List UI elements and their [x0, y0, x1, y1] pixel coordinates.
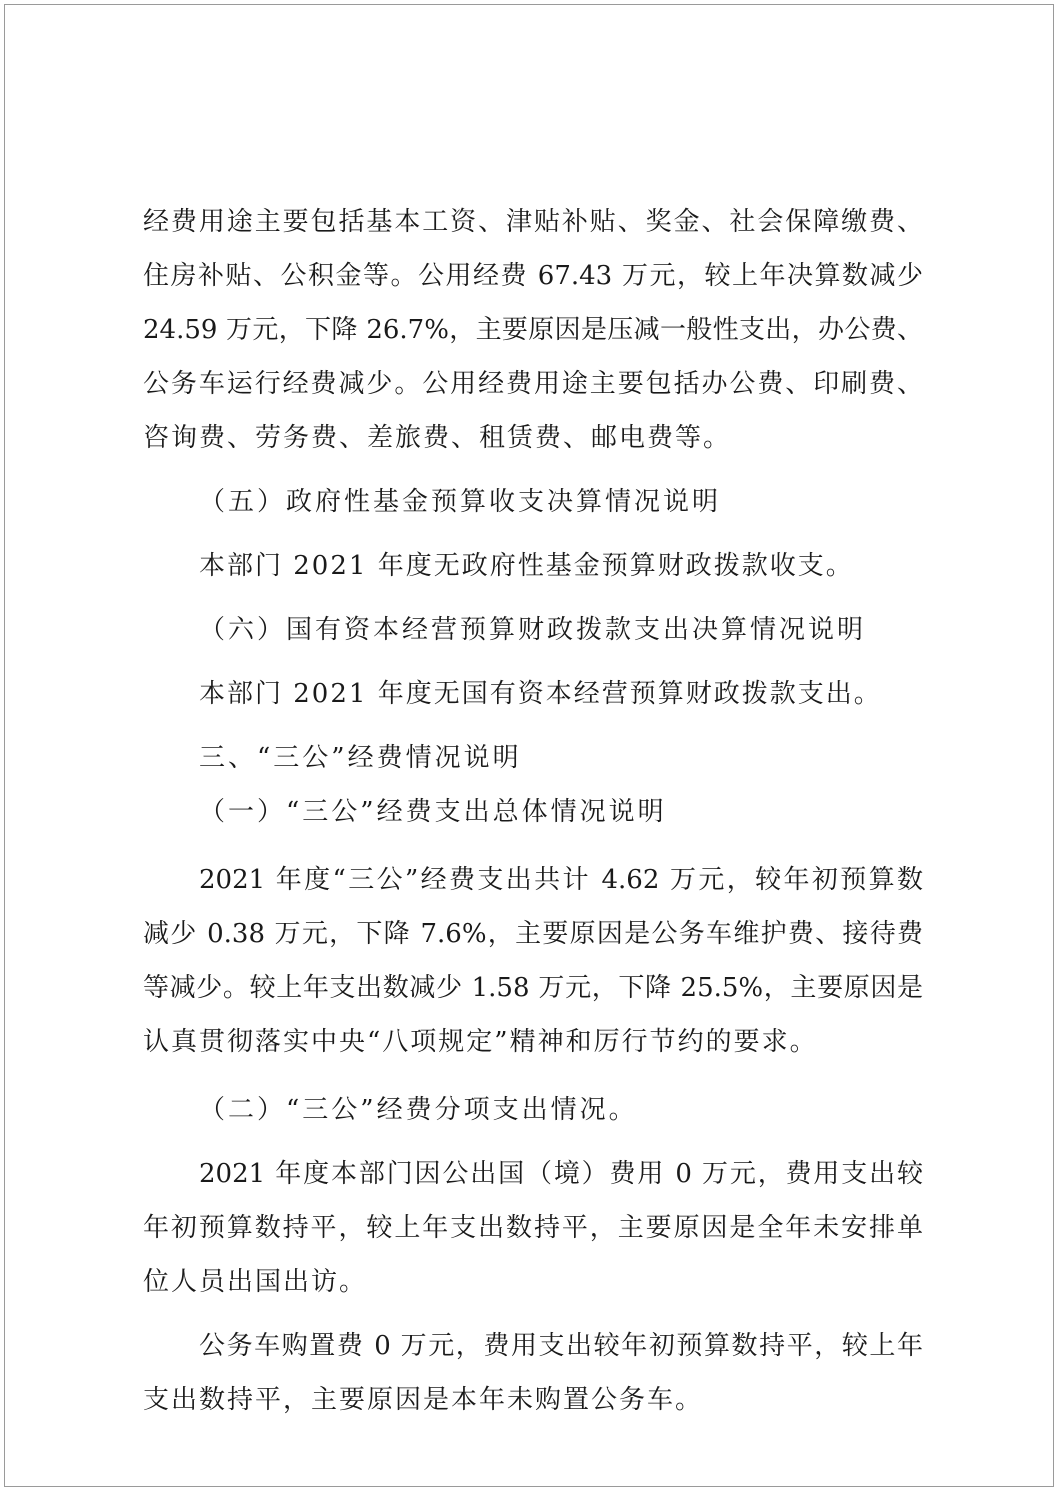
paragraph-line: 等减少。较上年支出数减少 1.58 万元，下降 25.5%，主要原因是 [143, 973, 923, 1003]
paragraph-line: 支出数持平，主要原因是本年未购置公务车。 [143, 1385, 704, 1415]
paragraph-line: 认真贯彻落实中央“八项规定”精神和厉行节约的要求。 [143, 1027, 818, 1057]
section-5-heading: （五）政府性基金预算收支决算情况说明 [199, 487, 722, 517]
paragraph-vehicle-purchase [143, 1319, 923, 1427]
paragraph-line: 减少 0.38 万元，下降 7.6%，主要原因是公务车维护费、接待费 [143, 919, 923, 949]
paragraph-line: 2021 年度本部门因公出国（境）费用 0 万元，费用支出较 [199, 1159, 923, 1189]
part-3-heading: 三、“三公”经费情况说明 [199, 743, 522, 773]
part-3-sub-2-heading: （二）“三公”经费分项支出情况。 [199, 1095, 638, 1125]
paragraph-line: 年初预算数持平，较上年支出数持平，主要原因是全年未安排单 [143, 1213, 923, 1243]
paragraph-line: 2021 年度“三公”经费支出共计 4.62 万元，较年初预算数 [199, 865, 923, 895]
paragraph-line: 位人员出国出访。 [143, 1267, 368, 1297]
paragraph-line: 咨询费、劳务费、差旅费、租赁费、邮电费等。 [143, 423, 732, 453]
section-6-heading: （六）国有资本经营预算财政拨款支出决算情况说明 [199, 615, 867, 645]
paragraph-overseas-expenses [143, 1147, 923, 1309]
section-6-body: 本部门 2021 年度无国有资本经营预算财政拨款支出。 [199, 679, 882, 709]
paragraph-line: 24.59 万元，下降 26.7%，主要原因是压减一般性支出，办公费、 [143, 315, 923, 345]
paragraph-three-public-overview [143, 853, 923, 1069]
paragraph-line: 公务车运行经费减少。公用经费用途主要包括办公费、印刷费、 [143, 369, 923, 399]
paragraph-line: 公务车购置费 0 万元，费用支出较年初预算数持平，较上年 [199, 1331, 923, 1361]
document-body [143, 195, 923, 1427]
section-5-body: 本部门 2021 年度无政府性基金预算财政拨款收支。 [199, 551, 854, 581]
paragraph-line: 住房补贴、公积金等。公用经费 67.43 万元，较上年决算数减少 [143, 261, 923, 291]
paragraph-line: 经费用途主要包括基本工资、津贴补贴、奖金、社会保障缴费、 [143, 207, 923, 237]
part-3-sub-1-heading: （一）“三公”经费支出总体情况说明 [199, 797, 667, 827]
paragraph-personnel-and-public-expenses [143, 195, 923, 465]
